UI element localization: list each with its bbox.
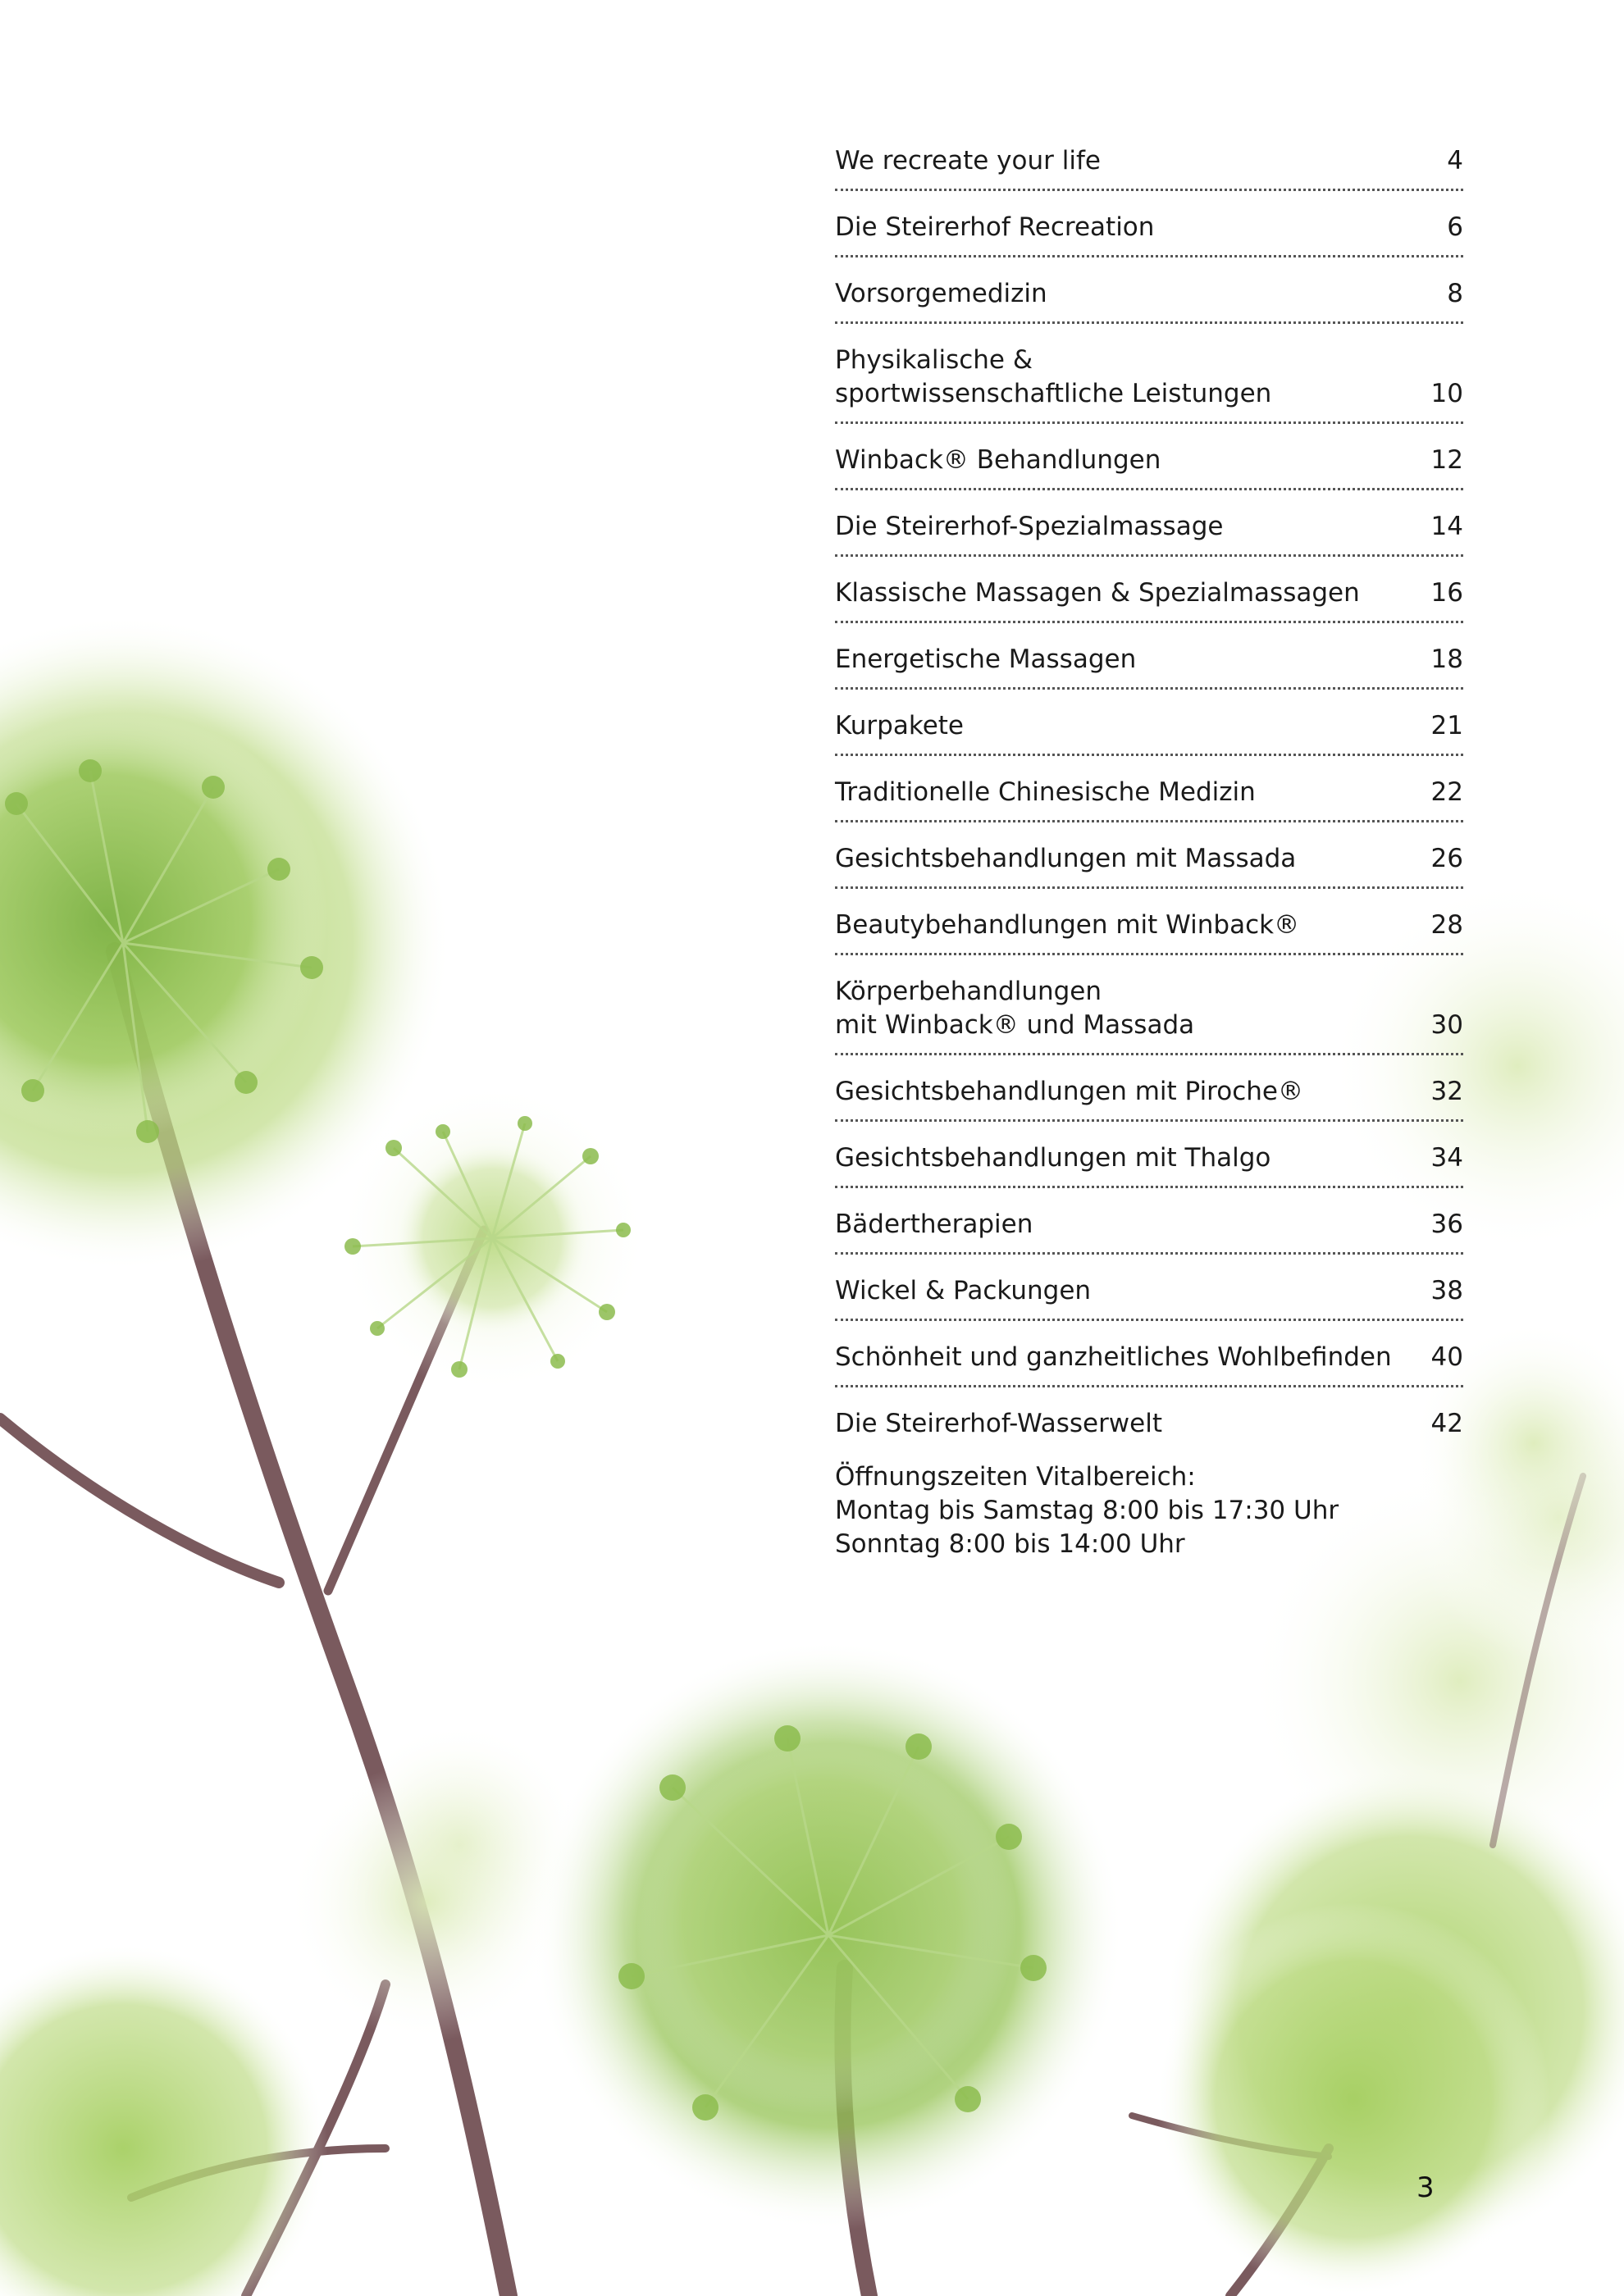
toc-entry[interactable]	[835, 344, 1463, 412]
toc-entry-title: Die Steirerhof Recreation	[835, 212, 1155, 242]
floret	[451, 1361, 468, 1378]
toc-entry-title: Körperbehandlungen mit Winback® und Massada	[835, 977, 1195, 1040]
floret	[300, 956, 323, 979]
dotted-separator	[835, 1376, 1463, 1407]
toc-entry-title: Die Steirerhof-Spezialmassage	[835, 512, 1224, 541]
dotted-separator	[835, 246, 1463, 277]
floret	[955, 2086, 981, 2112]
toc-entry-title: Traditionelle Chinesische Medizin	[835, 777, 1256, 807]
toc-entry-title: Die Steirerhof-Wasserwelt	[835, 1409, 1163, 1438]
toc-entry[interactable]	[835, 1075, 1463, 1110]
toc-entry[interactable]	[835, 842, 1463, 877]
toc-entry-title: Winback® Behandlungen	[835, 445, 1161, 475]
floret	[235, 1071, 258, 1094]
floret	[370, 1321, 385, 1336]
dotted-separator	[835, 1310, 1463, 1341]
toc-entry[interactable]	[835, 1141, 1463, 1177]
toc-entry-page: 38	[1430, 1276, 1463, 1305]
toc-entry-title: Gesichtsbehandlungen mit Massada	[835, 844, 1297, 873]
toc-entry-page: 12	[1430, 445, 1463, 475]
toc-entry-page: 21	[1430, 711, 1463, 740]
toc-entry[interactable]	[835, 776, 1463, 811]
floret	[385, 1140, 402, 1156]
toc-entry[interactable]	[835, 643, 1463, 678]
toc-entry-page: 8	[1447, 279, 1463, 308]
floret	[136, 1120, 159, 1143]
toc-entry-title: Schönheit und ganzheitliches Wohlbefinden	[835, 1342, 1392, 1372]
toc-entry[interactable]	[835, 1407, 1463, 1442]
dotted-separator	[835, 180, 1463, 211]
floret	[1020, 1955, 1047, 1981]
table-of-contents	[835, 144, 1463, 1561]
dotted-separator	[835, 745, 1463, 776]
toc-entry-page: 14	[1430, 512, 1463, 541]
toc-entry[interactable]	[835, 510, 1463, 545]
floret	[550, 1354, 565, 1369]
toc-entry-title: Klassische Massagen & Spezialmassagen	[835, 578, 1360, 608]
floret	[436, 1124, 450, 1139]
dotted-separator	[835, 612, 1463, 643]
toc-entry[interactable]	[835, 144, 1463, 180]
toc-entry-page: 16	[1430, 578, 1463, 608]
toc-entry-page: 26	[1430, 844, 1463, 873]
floret	[21, 1079, 44, 1102]
toc-entry-page: 32	[1430, 1077, 1463, 1106]
flower-head	[0, 1943, 328, 2296]
toc-entry-page: 10	[1430, 379, 1463, 408]
toc-entry[interactable]	[835, 1341, 1463, 1376]
toc-entry[interactable]	[835, 576, 1463, 612]
floret	[774, 1725, 801, 1752]
floret	[202, 776, 225, 799]
toc-entry-page: 18	[1430, 645, 1463, 674]
dotted-separator	[835, 1110, 1463, 1141]
opening-hours-heading: Öffnungszeiten Vitalbereich:	[835, 1462, 1196, 1492]
floret	[616, 1223, 631, 1237]
toc-entry-page: 4	[1447, 146, 1463, 175]
toc-entry-title: We recreate your life	[835, 146, 1101, 175]
stem	[0, 1419, 279, 1583]
floret	[267, 858, 290, 881]
toc-entry-page: 36	[1430, 1210, 1463, 1239]
toc-entry[interactable]	[835, 909, 1463, 944]
toc-entry-page: 6	[1447, 212, 1463, 242]
toc-entry-title: Bädertherapien	[835, 1210, 1033, 1239]
toc-entry[interactable]	[835, 1274, 1463, 1310]
dotted-separator	[835, 944, 1463, 975]
toc-entry-title: Beautybehandlungen mit Winback®	[835, 910, 1300, 940]
toc-entry-page: 30	[1430, 1010, 1463, 1040]
floret	[996, 1824, 1022, 1850]
dotted-separator	[835, 877, 1463, 909]
toc-entry[interactable]	[835, 975, 1463, 1044]
dotted-separator	[835, 412, 1463, 444]
toc-entry[interactable]	[835, 211, 1463, 246]
floret	[692, 2094, 718, 2121]
toc-entry-title: Energetische Massagen	[835, 645, 1137, 674]
dotted-separator	[835, 678, 1463, 709]
flower-head	[1156, 1902, 1550, 2296]
floret	[906, 1733, 932, 1760]
floret	[518, 1116, 532, 1131]
dotted-separator	[835, 1177, 1463, 1208]
toc-entry-title: Wickel & Packungen	[835, 1276, 1092, 1305]
dotted-separator	[835, 479, 1463, 510]
toc-entry[interactable]	[835, 277, 1463, 312]
flower-head	[287, 1763, 566, 2042]
floret	[659, 1774, 686, 1801]
dotted-separator	[835, 1044, 1463, 1075]
floret	[5, 792, 28, 815]
dotted-separator	[835, 811, 1463, 842]
opening-hours	[835, 1460, 1463, 1561]
toc-entry[interactable]	[835, 709, 1463, 745]
toc-entry-title: Gesichtsbehandlungen mit Thalgo	[835, 1143, 1271, 1173]
floret	[582, 1148, 599, 1164]
floret	[599, 1304, 615, 1320]
opening-hours-line1: Montag bis Samstag 8:00 bis 17:30 Uhr	[835, 1496, 1339, 1525]
toc-entry[interactable]	[835, 444, 1463, 479]
toc-entry-page: 22	[1430, 777, 1463, 807]
toc-entry-page: 28	[1430, 910, 1463, 940]
toc-entry[interactable]	[835, 1208, 1463, 1243]
floret	[344, 1238, 361, 1255]
toc-entry-page: 34	[1430, 1143, 1463, 1173]
dotted-separator	[835, 1243, 1463, 1274]
toc-entry-page: 40	[1430, 1342, 1463, 1372]
opening-hours-line2: Sonntag 8:00 bis 14:00 Uhr	[835, 1529, 1185, 1559]
toc-entry-title: Physikalische & sportwissenschaftliche Leistungen	[835, 345, 1272, 408]
page-number: 3	[1416, 2171, 1435, 2204]
floret	[618, 1963, 645, 1989]
dotted-separator	[835, 312, 1463, 344]
toc-entry-title: Gesichtsbehandlungen mit Piroche®	[835, 1077, 1303, 1106]
dotted-separator	[835, 545, 1463, 576]
toc-entry-page: 42	[1430, 1409, 1463, 1438]
floret	[79, 759, 102, 782]
toc-entry-title: Kurpakete	[835, 711, 964, 740]
toc-entry-title: Vorsorgemedizin	[835, 279, 1047, 308]
